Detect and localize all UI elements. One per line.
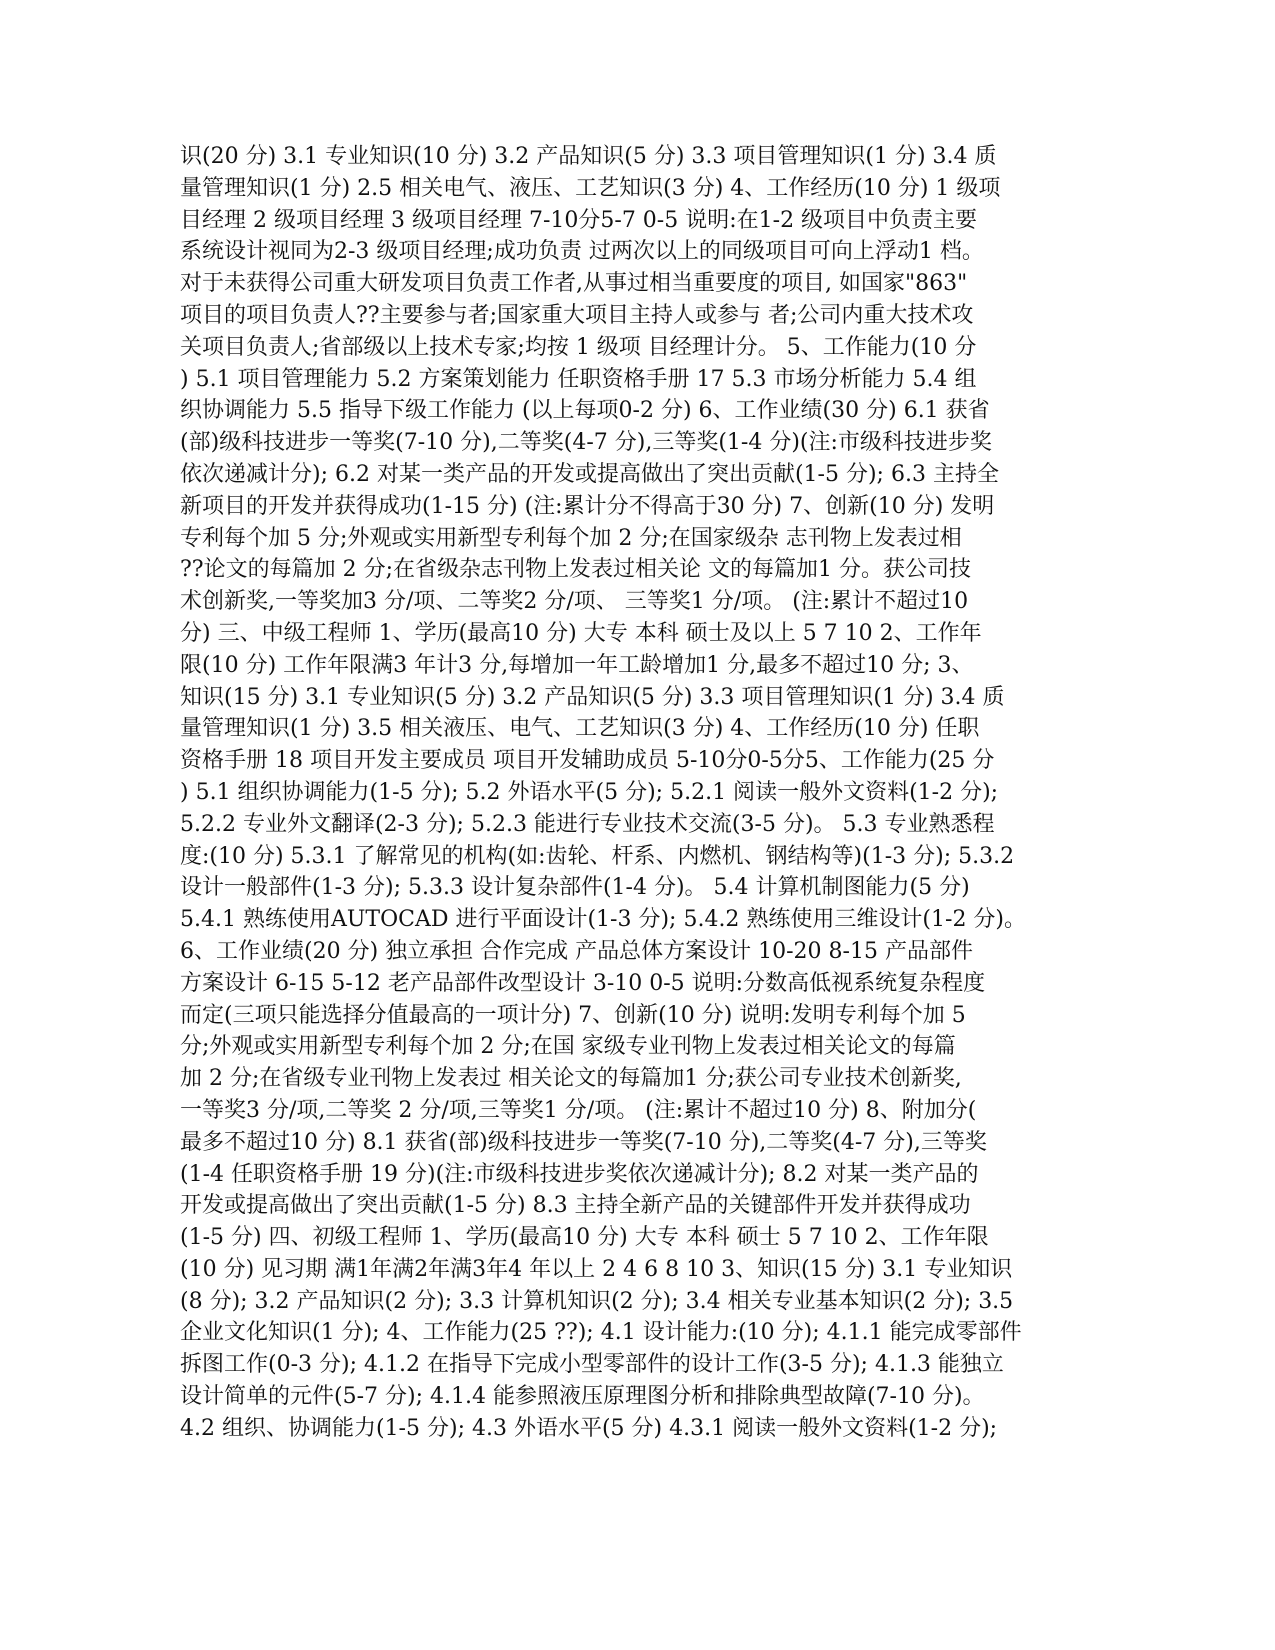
text-line: (8 分); 3.2 产品知识(2 分); 3.3 计算机知识(2 分); 3.4 相关专业基本知识(2 分); 3.5 (180, 1288, 1014, 1314)
text-line: 加 2 分;在省级专业刊物上发表过 相关论文的每篇加1 分;获公司专业技术创新奖, (180, 1066, 962, 1092)
text-line: 5.4.1 熟练使用AUTOCAD 进行平面设计(1-3 分); 5.4.2 熟练使用三维设计(1-2 分)。 (180, 907, 1027, 933)
document-body-text (180, 141, 1080, 1445)
text-line: 资格手册 18 项目开发主要成员 项目开发辅助成员 5-10分0-5分5、工作能力(25 分 (180, 748, 995, 774)
text-line: 拆图工作(0-3 分); 4.1.2 在指导下完成小型零部件的设计工作(3-5 分); 4.1.3 能独立 (180, 1352, 1004, 1378)
text-line: (1-5 分) 四、初级工程师 1、学历(最高10 分) 大专 本科 硕士 5 7 10 2、工作年限 (180, 1225, 989, 1251)
text-line: ??论文的每篇加 2 分;在省级杂志刊物上发表过相关论 文的每篇加1 分。获公司技 (180, 557, 971, 583)
text-line: 开发或提高做出了突出贡献(1-5 分) 8.3 主持全新产品的关键部件开发并获得成功 (180, 1193, 971, 1219)
text-line: 关项目负责人;省部级以上技术专家;均按 1 级项 目经理计分。 5、工作能力(10 分 (180, 334, 977, 360)
text-line: (10 分) 见习期 满1年满2年满3年4 年以上 2 4 6 8 10 3、知识(15 分) 3.1 专业知识 (180, 1256, 1013, 1282)
text-line: (部)级科技进步一等奖(7-10 分),二等奖(4-7 分),三等奖(1-4 分)(注:市级科技进步奖 (180, 430, 992, 456)
text-line: 对于未获得公司重大研发项目负责工作者,从事过相当重要度的项目, 如国家"863" (180, 271, 968, 297)
text-line: 系统设计视同为2-3 级项目经理;成功负责 过两次以上的同级项目可向上浮动1 档。 (180, 239, 984, 265)
text-line: 最多不超过10 分) 8.1 获省(部)级科技进步一等奖(7-10 分),二等奖(4-7 分),三等奖 (180, 1129, 987, 1155)
text-line: 依次递减计分); 6.2 对某一类产品的开发或提高做出了突出贡献(1-5 分); 6.3 主持全 (180, 461, 999, 487)
text-line: 设计一般部件(1-3 分); 5.3.3 设计复杂部件(1-4 分)。 5.4 计算机制图能力(5 分) (180, 875, 970, 901)
text-line: 专利每个加 5 分;外观或实用新型专利每个加 2 分;在国家级杂 志刊物上发表过相 (180, 525, 962, 551)
text-line: 识(20 分) 3.1 专业知识(10 分) 3.2 产品知识(5 分) 3.3 项目管理知识(1 分) 3.4 质 (180, 144, 997, 169)
text-line: 6、工作业绩(20 分) 独立承担 合作完成 产品总体方案设计 10-20 8-15 产品部件 (180, 938, 973, 964)
text-line: (1-4 任职资格手册 19 分)(注:市级科技进步奖依次递减计分); 8.2 对某一类产品的 (180, 1161, 979, 1187)
text-line: 一等奖3 分/项,二等奖 2 分/项,三等奖1 分/项。 (注:累计不超过10 分) 8、附加分( (180, 1097, 977, 1123)
text-line: 项目的项目负责人??主要参与者;国家重大项目主持人或参与 者;公司内重大技术攻 (180, 302, 974, 328)
text-line: 设计简单的元件(5-7 分); 4.1.4 能参照液压原理图分析和排除典型故障(7-10 分)。 (180, 1384, 985, 1410)
text-line: 限(10 分) 工作年限满3 年计3 分,每增加一年工龄增加1 分,最多不超过10 分; 3、 (180, 652, 974, 678)
text-line: 术创新奖,一等奖加3 分/项、二等奖2 分/项、 三等奖1 分/项。 (注:累计不超过10 (180, 589, 969, 615)
text-line: 5.2.2 专业外文翻译(2-3 分); 5.2.3 能进行专业技术交流(3-5 分)。 5.3 专业熟悉程 (180, 811, 995, 837)
text-line: 新项目的开发并获得成功(1-15 分) (注:累计分不得高于30 分) 7、创新(10 分) 发明 (180, 493, 995, 519)
text-line: 度:(10 分) 5.3.1 了解常见的机构(如:齿轮、杆系、内燃机、钢结构等)(1-3 分); 5.3.2 (180, 843, 1015, 869)
text-line: 量管理知识(1 分) 2.5 相关电气、液压、工艺知识(3 分) 4、工作经历(10 分) 1 级项 (180, 175, 1001, 201)
text-line: 知识(15 分) 3.1 专业知识(5 分) 3.2 产品知识(5 分) 3.3 项目管理知识(1 分) 3.4 质 (180, 684, 1005, 710)
text-line: 方案设计 6-15 5-12 老产品部件改型设计 3-10 0-5 说明:分数高低视系统复杂程度 (180, 970, 986, 996)
text-line: 分;外观或实用新型专利每个加 2 分;在国 家级专业刊物上发表过相关论文的每篇 (180, 1034, 956, 1060)
text-line: ) 5.1 组织协调能力(1-5 分); 5.2 外语水平(5 分); 5.2.1 阅读一般外文资料(1-2 分); (180, 779, 999, 805)
text-line: ) 5.1 项目管理能力 5.2 方案策划能力 任职资格手册 17 5.3 市场分析能力 5.4 组 (180, 366, 977, 392)
text-line: 而定(三项只能选择分值最高的一项计分) 7、创新(10 分) 说明:发明专利每个加 5 (180, 1002, 966, 1028)
text-line: 目经理 2 级项目经理 3 级项目经理 7-10分5-7 0-5 说明:在1-2 级项目中负责主要 (180, 207, 978, 233)
text-line: 织协调能力 5.5 指导下级工作能力 (以上每项0-2 分) 6、工作业绩(30 分) 6.1 获省 (180, 398, 990, 424)
text-line: 量管理知识(1 分) 3.5 相关液压、电气、工艺知识(3 分) 4、工作经历(10 分) 任职 (180, 716, 980, 742)
text-line: 企业文化知识(1 分); 4、工作能力(25 ??); 4.1 设计能力:(10 分); 4.1.1 能完成零部件 (180, 1320, 1022, 1346)
text-line: 4.2 组织、协调能力(1-5 分); 4.3 外语水平(5 分) 4.3.1 阅读一般外文资料(1-2 分); (180, 1415, 998, 1441)
text-line: 分) 三、中级工程师 1、学历(最高10 分) 大专 本科 硕士及以上 5 7 10 2、工作年 (180, 620, 982, 646)
